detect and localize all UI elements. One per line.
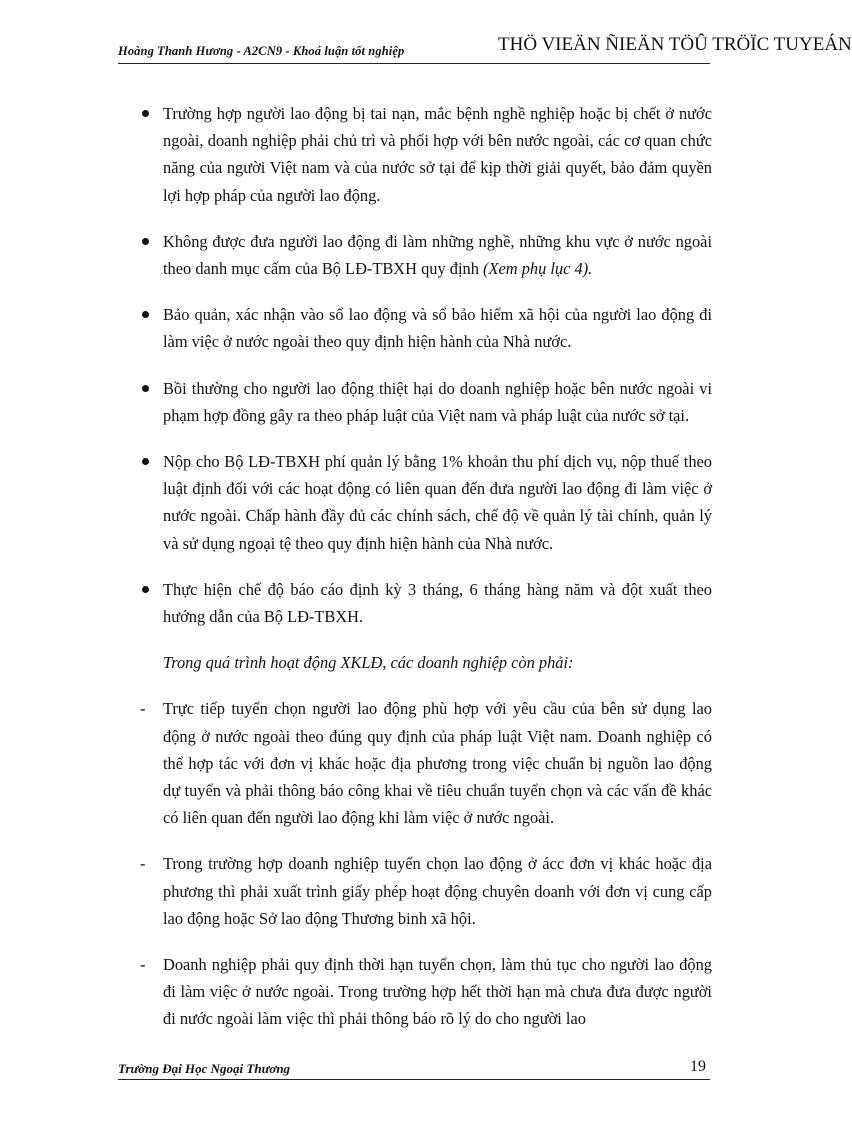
bullet-item <box>118 301 712 355</box>
dash-marker: - <box>140 854 146 874</box>
bullet-text: Bồi thường cho người lao động thiệt hại do doanh nghiệp hoặc bên nước ngoài vi phạm hợp đồng gây ra theo pháp luật của Việt nam và pháp luật của nước sở tại. <box>163 378 712 425</box>
bullet-text: Không được đưa người lao động đi làm những nghề, những khu vực ở nước ngoài theo danh mục cấm của Bộ LĐ-TBXH quy định <box>163 231 712 279</box>
dash-marker: - <box>140 955 146 975</box>
bullet-item <box>118 228 712 282</box>
bullet-text: Nộp cho Bộ LĐ-TBXH phí quản lý bằng 1% khoản thu phí dịch vụ, nộp thuế theo luật định đối với các hoạt động có liên quan đến đưa người lao động đi làm việc ở nước ngoài. Chấp hành đầy đủ các chính sách, chế độ về quản lý tài chính, quản lý và sử dụng ngoại tệ theo quy định hiện hành của Nhà nước. <box>163 452 712 553</box>
bullet-text: Trường hợp người lao động bị tai nạn, mắc bệnh nghề nghiệp hoặc bị chết ở nước ngoài, doanh nghiệp phải chủ trì và phối hợp với bên nước ngoài, các cơ quan chức năng của người Việt nam và của nước sở tại để kịp thời giải quyết, bảo đảm quyền lợi hợp pháp của người lao động. <box>163 104 712 205</box>
bullet-icon <box>142 110 149 117</box>
bullet-icon <box>142 385 149 392</box>
dash-item <box>118 951 712 1033</box>
page-number: 19 <box>690 1058 706 1075</box>
header-thesis-title: Hoàng Thanh Hương - A2CN9 - Khoá luận tốt nghiệp <box>118 44 405 58</box>
dash-text: Trực tiếp tuyển chọn người lao động phù hợp với yêu cầu của bên sử dụng lao động ở nước ngoài theo đúng quy định của pháp luật Việt nam. Doanh nghiệp có thể hợp tác với đơn vị khác hoặc địa phương trong việc chuẩn bị nguồn lao động dự tuyển và phải thông báo công khai về tiêu chuẩn tuyển chọn và các vấn đề khác có liên quan đến người lao động khi làm việc ở nước ngoài. <box>163 699 712 828</box>
page-body <box>118 100 712 1052</box>
dash-item <box>118 695 712 831</box>
dash-item <box>118 850 712 932</box>
header-divider <box>118 63 710 64</box>
bullet-icon <box>142 458 149 465</box>
bullet-item <box>118 448 712 557</box>
bullet-text: Bảo quản, xác nhận vào sổ lao động và sổ bảo hiểm xã hội của người lao động đi làm việc ở nước ngoài theo quy định hiện hành của Nhà nước. <box>163 305 712 352</box>
bullet-text: Thực hiện chế độ báo cáo định kỳ 3 tháng, 6 tháng hàng năm và đột xuất theo hướng dẫn của Bộ LĐ-TBXH. <box>163 579 712 627</box>
bullet-item <box>118 100 712 209</box>
footer-university: Trường Đại Học Ngoại Thương <box>118 1061 291 1076</box>
header-library-watermark: THÖ VIEÄN ÑIEÄN TÖÛ TRÖÏC TUYEÁN <box>498 34 852 55</box>
dash-marker: - <box>140 699 146 719</box>
bullet-icon <box>142 238 149 245</box>
appendix-reference: (Xem phụ lục 4). <box>483 259 593 279</box>
page-header <box>118 30 852 64</box>
dash-text: Trong trường hợp doanh nghiệp tuyển chọn lao động ở ácc đơn vị khác hoặc địa phương thì phải xuất trình giấy phép hoạt động chuyên doanh với đơn vị cung cấp lao động hoặc Sở lao động Thương binh xã hội. <box>163 854 712 928</box>
section-intro: Trong quá trình hoạt động XKLĐ, các doanh nghiệp còn phải: <box>163 653 574 673</box>
bullet-item <box>118 375 712 429</box>
footer-divider <box>118 1079 710 1080</box>
bullet-icon <box>142 586 149 593</box>
dash-text: Doanh nghiệp phải quy định thời hạn tuyển chọn, làm thủ tục cho người lao động đi làm việc ở nước ngoài. Trong trường hợp hết thời hạn mà chưa đưa được người đi nước ngoài làm việc thì phải thông báo rõ lý do cho người lao <box>163 955 712 1029</box>
bullet-icon <box>142 311 149 318</box>
bullet-item <box>118 576 712 630</box>
